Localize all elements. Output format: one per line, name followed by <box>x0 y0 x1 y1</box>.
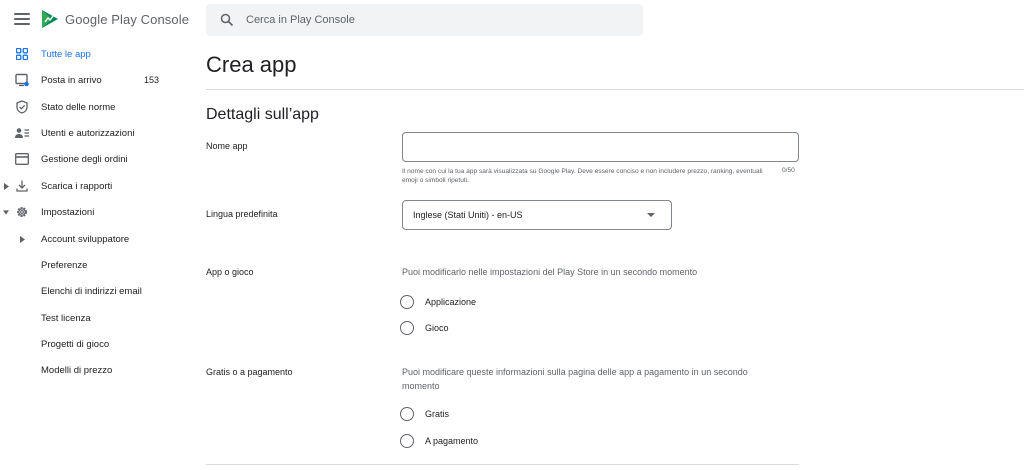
sidebar-item-label: Scarica i rapporti <box>41 180 113 192</box>
sidebar-item-policy-status[interactable] <box>0 94 190 120</box>
free-or-paid-hint: Puoi modificare queste informazioni sulla pagina delle app a pagamento in un secondo momento <box>402 367 748 391</box>
sidebar-item-label: Impostazioni <box>41 206 95 218</box>
apps-grid-icon <box>15 47 29 61</box>
app-name-helper-text: Il nome con cui la tua app sarà visualizzata su Google Play. Deve essere conciso e non includere prezzo, ranking, eventuali emoji o simboli ripetuti. <box>402 168 763 184</box>
sidebar-subitem-label: Elenchi di indirizzi email <box>41 285 142 297</box>
credit-card-icon <box>15 152 29 166</box>
app-or-game-hint: Puoi modificarlo nelle impostazioni del Play Store in un secondo momento <box>402 267 698 277</box>
app-name-char-counter: 0/50 <box>782 167 795 174</box>
people-icon <box>15 126 29 140</box>
radio-option-game[interactable] <box>400 321 449 335</box>
sidebar-subitem-license-testing[interactable] <box>0 305 190 331</box>
caret-down-icon[interactable] <box>3 208 9 216</box>
default-language-label: Lingua predefinita <box>206 209 278 219</box>
radio-option-paid[interactable] <box>400 434 478 448</box>
search-input[interactable] <box>246 14 606 26</box>
app-or-game-label: App o gioco <box>206 267 254 277</box>
shield-icon <box>15 100 29 114</box>
sidebar-item-settings[interactable] <box>0 199 190 225</box>
sidebar-subitem-label: Test licenza <box>41 312 91 324</box>
radio-option-application[interactable] <box>400 295 476 309</box>
sidebar-item-label: Stato delle norme <box>41 101 116 113</box>
radio-button[interactable] <box>400 295 414 309</box>
sidebar-item-all-apps[interactable] <box>0 41 190 67</box>
radio-label: Gioco <box>425 323 449 333</box>
inbox-icon <box>15 73 29 87</box>
menu-bar <box>14 13 30 15</box>
section-divider <box>206 464 799 465</box>
sidebar-subitem-pricing-templates[interactable] <box>0 357 190 383</box>
sidebar-item-download-reports[interactable] <box>0 173 190 199</box>
radio-option-free[interactable] <box>400 407 449 421</box>
sidebar-item-label: Utenti e autorizzazioni <box>41 127 135 139</box>
download-icon <box>15 179 29 193</box>
logo-text: Google Play Console <box>65 11 190 27</box>
header-divider <box>206 89 1024 90</box>
sidebar-subitem-label: Modelli di prezzo <box>41 364 113 376</box>
radio-label: Gratis <box>425 409 450 419</box>
radio-button[interactable] <box>400 407 414 421</box>
sidebar-subitem-developer-account[interactable] <box>0 226 190 252</box>
sidebar-item-label: Gestione degli ordini <box>41 153 128 165</box>
search-icon <box>220 13 234 27</box>
radio-button[interactable] <box>400 434 414 448</box>
sidebar-item-order-management[interactable] <box>0 146 190 172</box>
sidebar-subitem-label: Progetti di gioco <box>41 338 110 350</box>
default-language-value: Inglese (Stati Uniti) - en-US <box>413 210 523 220</box>
app-name-input[interactable] <box>402 132 799 162</box>
sidebar-item-users-permissions[interactable] <box>0 120 190 146</box>
free-or-paid-label: Gratis o a pagamento <box>206 367 293 377</box>
sidebar-subitem-email-lists[interactable] <box>0 278 190 304</box>
default-language-select[interactable] <box>402 200 672 230</box>
radio-button[interactable] <box>400 321 414 335</box>
dropdown-arrow-icon <box>647 213 655 217</box>
main-menu-button[interactable] <box>14 13 30 27</box>
sidebar-item-label: Tutte le app <box>41 48 91 60</box>
section-title: Dettagli sull’app <box>206 106 319 123</box>
radio-label: A pagamento <box>425 436 479 446</box>
sidebar-item-label: Posta in arrivo <box>41 74 102 86</box>
inbox-count-badge: 153 <box>144 75 160 85</box>
sidebar-subitem-label: Account sviluppatore <box>41 233 130 245</box>
play-console-logo[interactable] <box>40 9 189 29</box>
sidebar-subitem-game-projects[interactable] <box>0 331 190 357</box>
gear-icon <box>15 205 29 219</box>
play-console-logo-icon <box>40 9 60 29</box>
caret-right-icon[interactable] <box>3 182 9 190</box>
radio-label: Applicazione <box>425 297 477 307</box>
menu-bar <box>14 23 30 25</box>
search-bar[interactable] <box>206 4 643 36</box>
page-title: Crea app <box>206 52 297 77</box>
sidebar-item-inbox[interactable] <box>0 67 190 93</box>
caret-right-icon[interactable] <box>19 235 25 243</box>
app-name-label: Nome app <box>206 141 248 151</box>
sidebar-subitem-label: Preferenze <box>41 259 88 271</box>
menu-bar <box>14 18 30 20</box>
sidebar-subitem-preferences[interactable] <box>0 252 190 278</box>
